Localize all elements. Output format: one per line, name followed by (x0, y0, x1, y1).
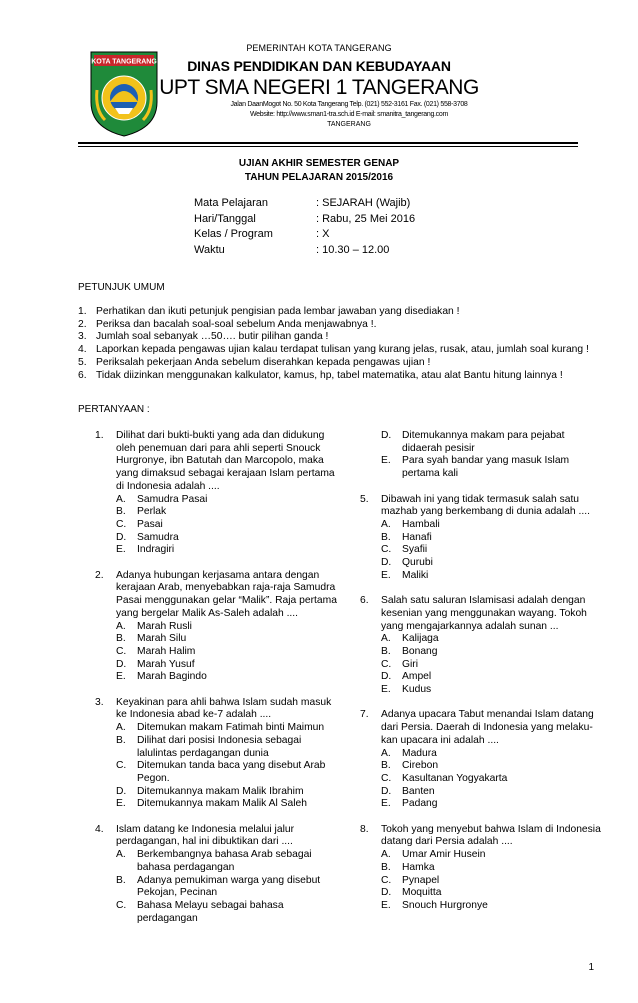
exam-info (194, 196, 415, 258)
info-row: Hari/Tanggal : Rabu, 25 Mei 2016 (194, 212, 416, 225)
info-row: Waktu : 10.30 – 12.00 (194, 243, 390, 256)
list-item: 1. Perhatikan dan ikuti petunjuk pengisian pada lembar jawaban yang disediakan ! (78, 306, 460, 317)
header-rule-thin (78, 146, 578, 147)
logo-text: KOTA TANGERANG (91, 58, 157, 66)
list-item: 3. Jumlah soal sebanyak …50…. butir pilihan ganda ! (78, 331, 329, 343)
exam-title: UJIAN AKHIR SEMESTER GENAP (238, 158, 400, 169)
info-row: Mata Pelajaran : SEJARAH (Wajib) (194, 197, 411, 209)
question: 5. Dibawah ini yang tidak termasuk salah satu mazhab yang berkembang di dunia adalah .... A. Hambali B. Hanafi C. Syafii D. Qurubi E. Maliki (360, 493, 590, 581)
header-government: PEMERINTAH KOTA TANGERANG (246, 43, 392, 53)
question: 1. Dilihat dari bukti-bukti yang ada dan didukung oleh penemuan dari para ahli seperti Snouck Hurgronye, ibn Batutah dan Marcopolo, maka yang dimaksud sebagai kerajaan Islam pertama di Indonesia adalah .... A. Samudra Pasai B. Perlak C. Pasai D. Samudra E. Indragiri (95, 430, 335, 556)
question: 8. Tokoh yang menyebut bahwa Islam di Indonesia datang dari Persia adalah .... A. Umar Amir Husein B. Hamka C. Pynapel D. Moquitta E. Snouch Hurgronye (360, 823, 601, 911)
question: 3. Keyakinan para ahli bahwa Islam sudah masuk ke Indonesia abad ke-7 adalah .... A. Ditemukan makam Fatimah binti Maimun B. Dilihat dari posisi Indonesia sebagai lalulintas perdagangan dunia C. Ditemukan tanda baca yang disebut Arab Pegon. D. Ditemukannya makam Malik Ibrahim E. Ditemukannya makam Malik Al Saleh (95, 696, 332, 810)
list-item: 5. Periksalah pekerjaan Anda sebelum diserahkan kepada pengawas ujian ! (78, 356, 431, 368)
header-school-name: UPT SMA NEGERI 1 TANGERANG (159, 76, 479, 99)
questions-left-column (95, 430, 343, 938)
petunjuk-list (78, 306, 598, 382)
questions-right-column (360, 430, 605, 925)
petunjuk-heading: PETUNJUK UMUM (78, 282, 165, 293)
info-row: Kelas / Program : X (194, 228, 330, 240)
header-city: TANGERANG (327, 121, 371, 128)
header-rule-thick (78, 142, 578, 144)
list-item: 4. Laporkan kepada pengawas ujian kalau terdapat tulisan yang kurang jelas, rusak, atau, jumlah soal kurang ! (78, 344, 589, 356)
header-address: Jalan DaanMogot No. 50 Kota Tangerang Telp. (021) 552-3161 Fax. (021) 558-3708 (230, 101, 468, 108)
question-continuation: D. Ditemukannya makam para pejabat didaerah pesisir E. Para syah bandar yang masuk Islam pertama kali (381, 430, 570, 480)
question: 6. Salah satu saluran Islamisasi adalah dengan kesenian yang menggunakan wayang. Tokoh yang mengajarkannya adalah sunan ... A. Kalijaga B. Bonang C. Giri D. Ampel E. Kudus (360, 595, 587, 696)
header-website: Website: http://www.sman1-tra.sch.id E-mail: smanitra_tangerang.com (249, 111, 449, 118)
page-number: 1 (588, 962, 594, 973)
header-department: DINAS PENDIDIKAN DAN KEBUDAYAAN (187, 58, 451, 74)
exam-year: TAHUN PELAJARAN 2015/2016 (244, 172, 394, 183)
question: 7. Adanya upacara Tabut menandai Islam datang dari Persia. Daerah di Indonesia yang melaku-kan upacara ini adalah .... A. Madura B. Cirebon C. Kasultanan Yogyakarta D. Banten E. Padang (360, 709, 594, 810)
list-item: 2. Periksa dan bacalah soal-soal sebelum Anda menjawabnya !. (78, 318, 377, 330)
question: 2. Adanya hubungan kerjasama antara dengan kerajaan Arab, menyebabkan raja-raja Samudra Pasai menggunakan gelar “Malik”. Raja pertama yang bergelar Malik As-Saleh adalah .... A. Marah Rusli B. Marah Silu C. Marah Halim D. Marah Yusuf E. Marah Bagindo (95, 569, 337, 683)
list-item: 6. Tidak diizinkan menggunakan kalkulator, kamus, hp, tabel matematika, atau alat Bantu hitung lainnya ! (78, 369, 563, 381)
question: 4. Islam datang ke Indonesia melalui jalur perdagangan, hal ini dibuktikan dari .... A. Berkembangnya bahasa Arab sebagai bahasa perdagangan B. Adanya pemukiman warga yang disebut Pekojan, Pecinan C. Bahasa Melayu sebagai bahasa perdagangan (95, 823, 321, 924)
pertanyaan-heading: PERTANYAAN : (78, 404, 150, 415)
